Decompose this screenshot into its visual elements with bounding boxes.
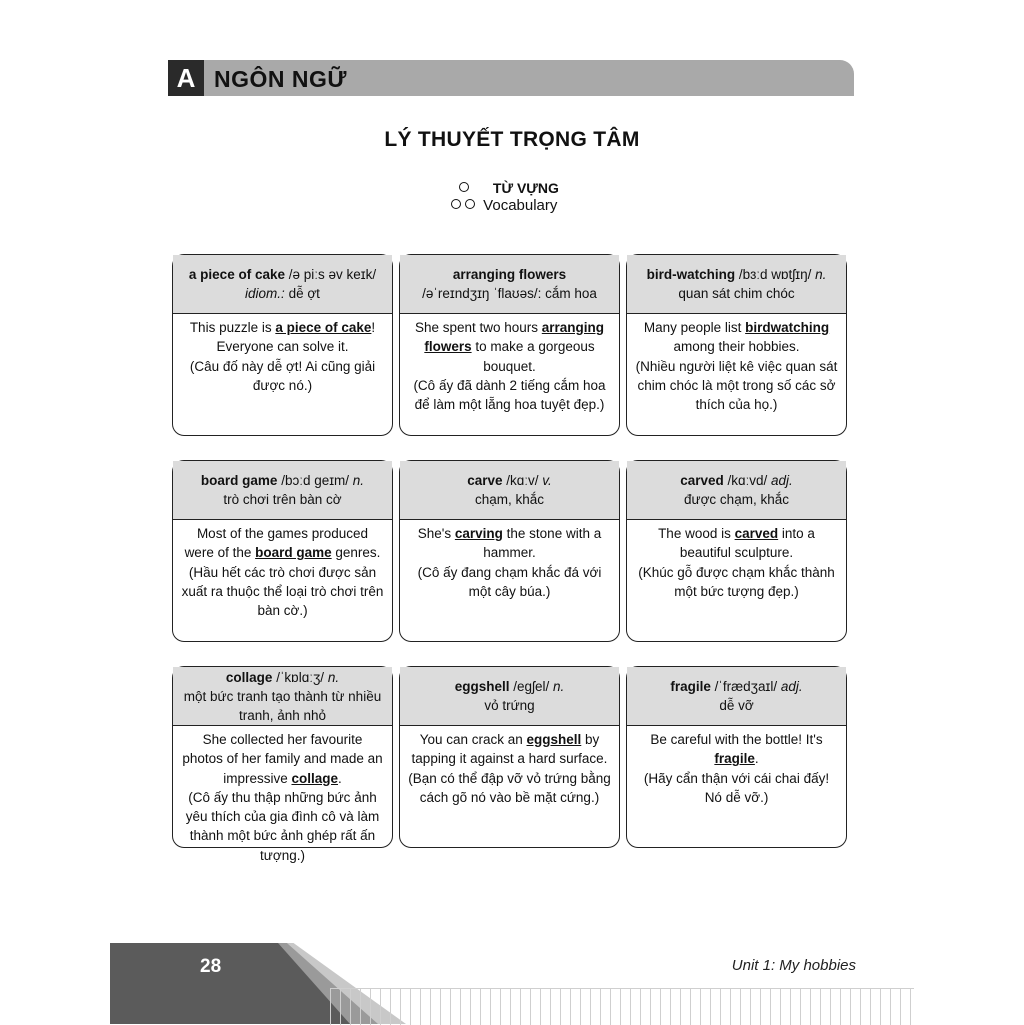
vocab-card [399,666,620,848]
example-highlight: carved [734,526,779,541]
example-text: Most of the games produced were of the [184,526,369,561]
vocab-card [399,254,620,436]
vocab-meaning: dễ ợt [284,286,320,301]
vocab-card-header [627,667,846,726]
vocab-meaning: /əˈreɪndʒɪŋ ˈflaʊəs/: cắm hoa [422,286,597,301]
vocab-card [172,254,393,436]
vocab-card-body [400,520,619,601]
vocab-pronunciation: /ə piːs əv keɪk/ [284,267,377,282]
example-translation: (Hãy cẩn thận với cái chai đấy! Nó dễ vỡ.) [643,770,830,805]
page-number: 28 [200,956,222,977]
vocab-card-body [627,726,846,807]
vocab-card-header [173,667,392,726]
example-highlight: birdwatching [745,320,830,335]
vocab-card-body [173,314,392,395]
example-text: ! Everyone can solve it. [216,320,376,355]
section-title: NGÔN NGỮ [214,66,347,92]
vocab-card-header [627,255,846,314]
circle-bullet-icon [451,199,461,209]
example-text: She collected her favourite photos of her family and made an impressive [182,732,383,786]
example-translation: (Khúc gỗ được chạm khắc thành một bức tượng đẹp.) [638,564,835,599]
example-text: by tapping it against a hard surface. [411,732,608,767]
vocab-card-body [627,314,846,414]
example-translation: (Câu đố này dễ ợt! Ai cũng giải được nó.) [189,358,376,393]
example-translation: (Cô ấy đang chạm khắc đá với một cây búa.) [417,564,602,599]
example-translation: (Hầu hết các trò chơi được sản xuất ra thuộc thể loại trò chơi trên bàn cờ.) [181,564,384,619]
example-text: among their hobbies. [673,339,800,355]
vocab-card-header [173,255,392,314]
example-text: . [754,751,759,767]
vocab-term: arranging flowers [452,267,567,282]
vocab-card-header [400,255,619,314]
vocab-term: board game [200,473,278,488]
example-translation: (Cô ấy thu thập những bức ảnh yêu thích của gia đình cô và làm thành một bức ảnh ghép rất ấn tượng.) [185,789,380,863]
vocab-pos: n. [352,473,365,488]
example-translation: (Cô ấy đã dành 2 tiếng cắm hoa để làm một lẵng hoa tuyệt đẹp.) [413,377,606,413]
vocab-card-body [400,726,619,807]
example-highlight: board game [255,545,332,561]
vocab-term: eggshell [454,679,510,694]
vocab-pronunciation: /egʃel/ [509,679,554,694]
vocab-pronunciation: /bɜːd wɒtʃɪŋ/ [735,267,816,282]
example-highlight: fragile [714,751,755,767]
vocab-card-header [400,461,619,520]
subheading-vn: TỪ VỰNG [459,180,559,196]
vocab-card-body [173,726,392,865]
vocab-card-header [400,667,619,726]
vocab-card [399,460,620,642]
vocab-term: carved [680,473,724,488]
section-header-bar [168,60,854,96]
example-text: She spent two hours [414,320,542,335]
example-text: You can crack an [419,732,527,747]
example-highlight: a piece of cake [275,320,372,335]
vocab-meaning: vỏ trứng [484,698,535,713]
section-letter: A [168,60,204,96]
vocab-pronunciation: /ˈkɒlɑːʒ/ [272,669,328,685]
unit-label: Unit 1: My hobbies [731,957,856,974]
vocab-meaning: chạm, khắc [474,492,545,507]
vocab-card [626,254,847,436]
vocab-pos: n. [327,669,340,685]
vocab-meaning: một bức tranh tạo thành từ nhiều tranh, ảnh nhỏ [183,688,382,723]
page-title: LÝ THUYẾT TRỌNG TÂM [384,128,640,151]
vocab-term: carve [467,473,503,488]
vocab-pronunciation: /ˈfrædʒaɪl/ [710,679,781,694]
vocab-pronunciation: /bɔːd geɪm/ [277,473,353,488]
vocab-card-header [173,461,392,520]
example-translation: (Bạn có thể đập vỡ vỏ trứng bằng cách gõ nó vào bề mặt cứng.) [408,770,611,805]
example-text: She's [417,526,455,541]
subheading-en: Vocabulary [451,197,557,214]
vocab-pos: adj. [771,473,793,488]
vocab-term: a piece of cake [188,267,285,282]
example-text: The wood is [658,526,735,541]
vocab-card [172,666,393,863]
vocab-card-header [627,461,846,520]
vocab-card [626,666,847,848]
circle-bullet-icon [459,182,469,192]
example-highlight: arranging flowers [424,320,605,355]
vocab-term: collage [225,669,273,685]
example-translation: (Nhiều người liệt kê việc quan sát chim chóc là một trong số các sở thích của họ.) [635,358,838,413]
example-text: to make a gorgeous bouquet. [471,339,595,374]
example-text: This puzzle is [189,320,276,335]
circle-bullet-icon [465,199,475,209]
vocab-meaning: dễ vỡ [719,698,754,713]
vocab-pos: v. [542,473,552,488]
example-highlight: carving [454,526,503,541]
footer-lines [330,988,914,1025]
vocab-card-body [400,314,619,414]
example-highlight: eggshell [526,732,582,747]
example-highlight: collage [291,770,339,786]
example-text: Be careful with the bottle! It's [650,732,823,747]
example-text: the stone with a hammer. [483,526,602,561]
example-text: Many people list [643,320,746,335]
vocab-card [172,460,393,642]
vocab-meaning: trò chơi trên bàn cờ [223,492,342,507]
vocab-card-body [627,520,846,601]
vocab-meaning: quan sát chim chóc [678,286,795,301]
example-text: genres. [331,545,381,561]
vocab-pos: idiom.: [245,286,285,301]
vocab-card [626,460,847,642]
vocab-term: bird-watching [646,267,736,282]
vocab-pos: adj. [780,679,803,694]
vocab-term: fragile [670,679,711,694]
vocab-pronunciation: /kɑːvd/ [723,473,772,488]
vocab-pos: n. [553,679,565,694]
example-text: into a beautiful sculpture. [679,526,815,561]
footer-wave-dark [110,943,350,1024]
vocab-meaning: được chạm, khắc [684,492,789,507]
vocab-card-body [173,520,392,620]
vocab-pronunciation: /kɑːv/ [502,473,543,488]
example-text: . [338,770,342,786]
vocab-pos: n. [815,267,827,282]
